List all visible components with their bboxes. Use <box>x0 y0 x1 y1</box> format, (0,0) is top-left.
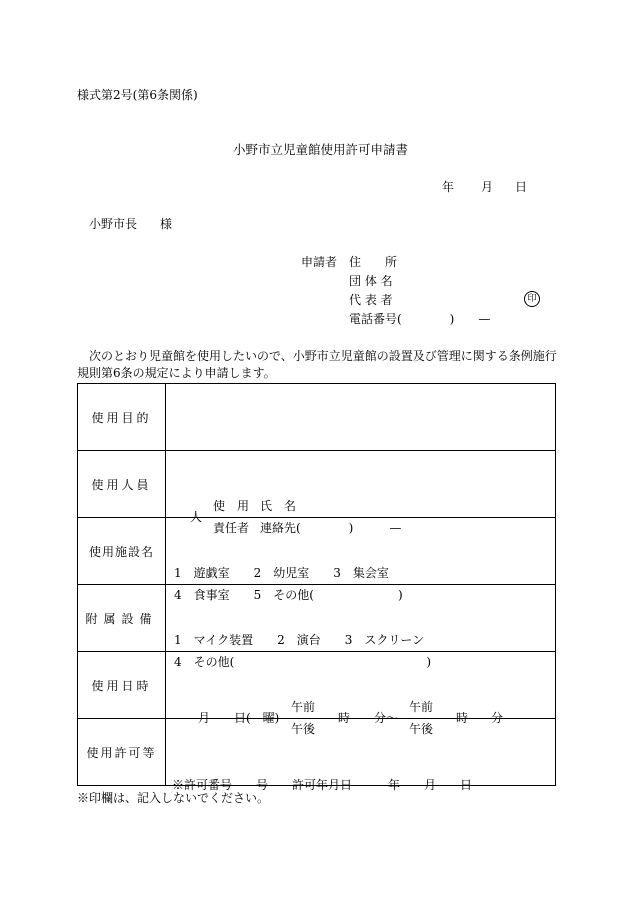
datetime-header: 使用日時 <box>78 652 166 719</box>
intro-text-line1: 次のとおり児童館を使用したいので、小野市立児童館の設置及び管理に関する条例施行 <box>89 349 557 363</box>
responsible-label-line2: 責任者 <box>213 521 250 535</box>
facility-options-line1: 1 遊戯室 2 幼児室 3 集会室 <box>174 566 389 580</box>
applicant-label: 申請者 <box>301 255 338 269</box>
facility-header: 使用施設名 <box>78 518 166 585</box>
date-month: 月 <box>481 180 494 194</box>
address-label: 住 所 <box>349 255 398 269</box>
seal-mark: 印 <box>524 291 540 307</box>
start-hour: 時 <box>338 711 351 725</box>
end-pm: 午後 <box>409 722 434 736</box>
addressee-name: 小野市長 <box>89 217 138 231</box>
facility-options-line2: 4 食事室 5 その他( ) <box>174 588 403 602</box>
equipment-options-line2: 4 その他( ) <box>174 655 431 669</box>
purpose-field[interactable] <box>166 384 556 451</box>
start-am: 午前 <box>291 700 316 714</box>
start-pm: 午後 <box>291 722 316 736</box>
people-unit: 人 <box>190 510 203 524</box>
end-hour: 時 <box>456 711 469 725</box>
end-minute: 分 <box>491 711 504 725</box>
addressee-honorific: 様 <box>160 217 173 231</box>
permit-header: 使用許可等 <box>78 719 166 786</box>
phone-label: 電話番号( ) — <box>349 312 491 326</box>
page-title: 小野市立児童館使用許可申請書 <box>233 142 409 157</box>
application-table <box>77 383 556 792</box>
datetime-day: 日( 曜) <box>234 711 280 725</box>
start-minute: 分〜 <box>374 711 399 725</box>
equipment-header: 附属設備 <box>78 585 166 652</box>
people-header: 使用人員 <box>78 451 166 518</box>
end-am: 午前 <box>409 700 434 714</box>
purpose-header: 使用目的 <box>78 384 166 451</box>
row-purpose <box>78 384 556 451</box>
datetime-month: 月 <box>198 711 211 725</box>
form-number: 様式第2号(第6条関係) <box>77 88 198 102</box>
responsible-label-line1: 使 用 <box>213 499 250 513</box>
footnote: ※印欄は、記入しないでください。 <box>77 791 270 805</box>
date-day: 日 <box>515 180 528 194</box>
equipment-options-line1: 1 マイク装置 2 演台 3 スクリーン <box>174 633 425 647</box>
responsible-name-label: 氏 名 <box>260 499 297 513</box>
row-people <box>78 451 556 518</box>
responsible-contact-label: 連絡先( ) — <box>260 521 402 535</box>
permit-details: ※許可番号 号 許可年月日 年 月 日 <box>172 778 473 792</box>
group-name-label: 団 体 名 <box>349 274 393 288</box>
intro-text-line2: 規則第6条の規定により申請します。 <box>77 366 276 380</box>
date-year: 年 <box>442 180 455 194</box>
people-field[interactable] <box>166 451 556 535</box>
permit-field <box>166 719 556 792</box>
row-permit <box>78 719 556 786</box>
representative-label: 代 表 者 <box>349 293 393 307</box>
